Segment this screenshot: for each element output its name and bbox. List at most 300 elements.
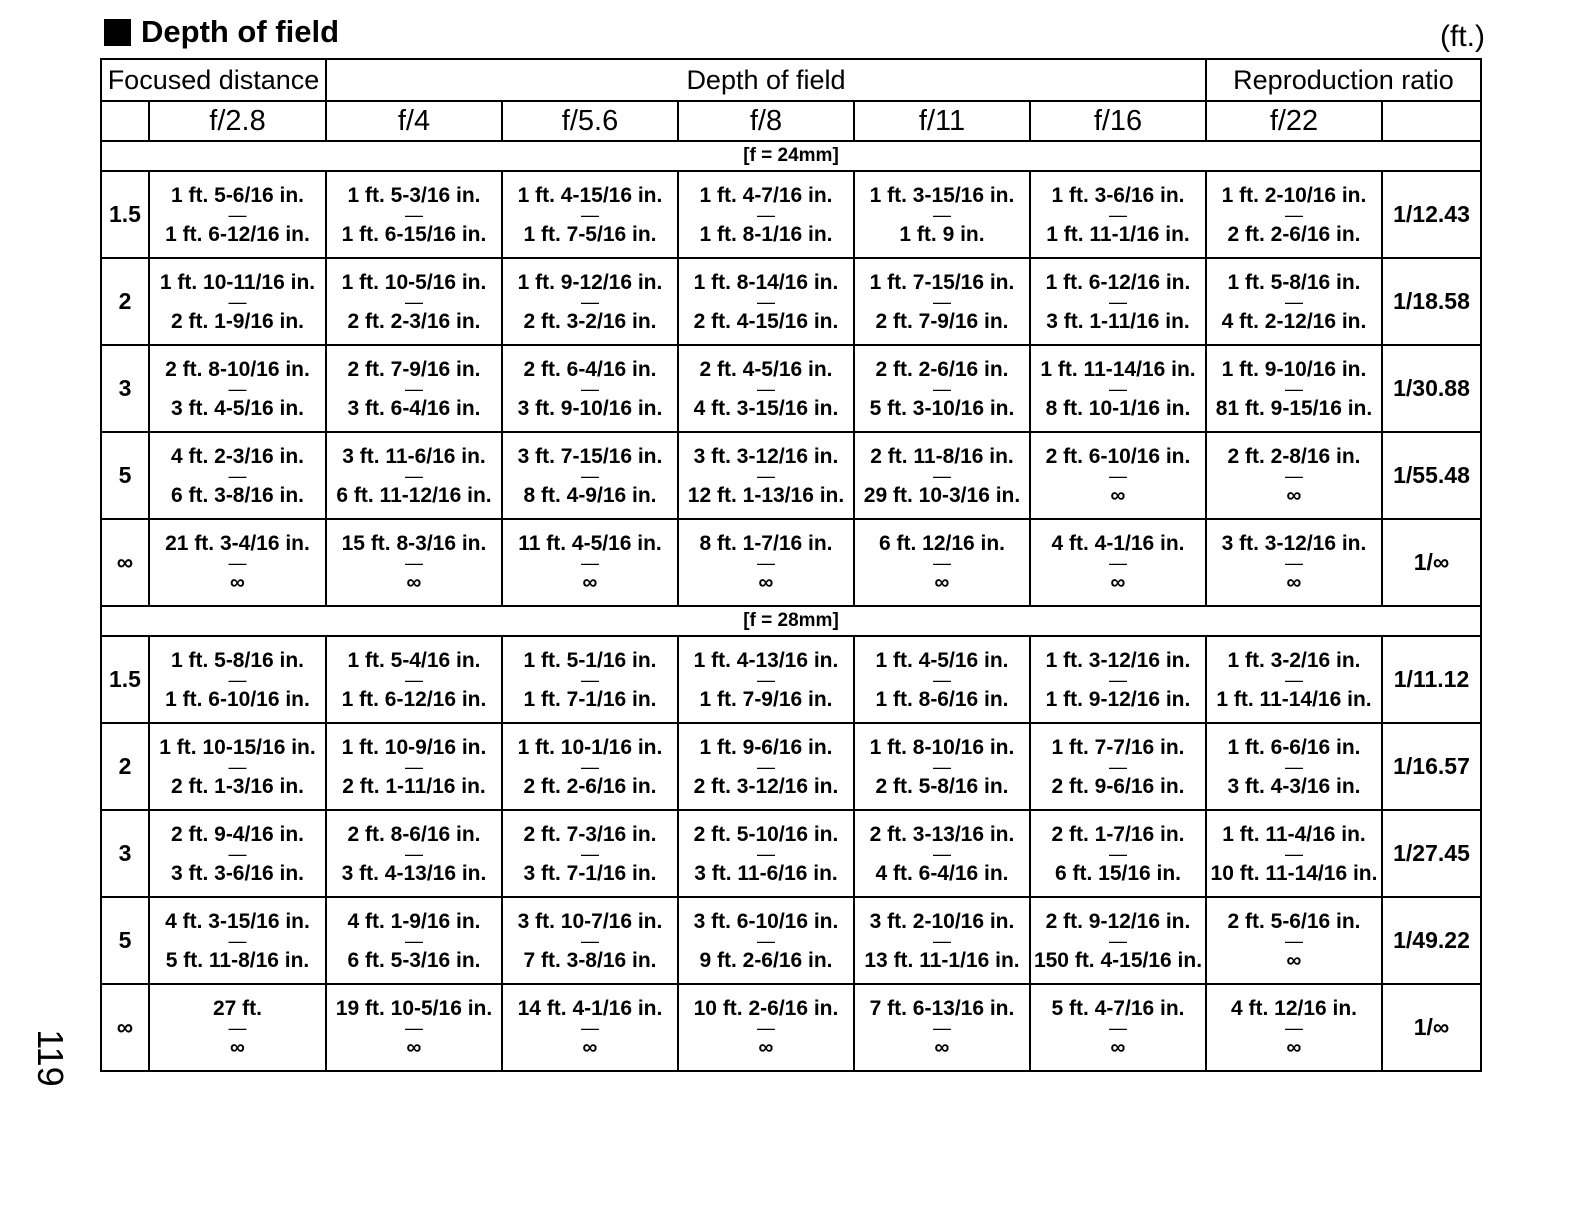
near-limit: 2 ft. 7-9/16 in. (347, 357, 481, 381)
range-dash: — (1285, 930, 1303, 951)
dof-range-cell (678, 345, 854, 432)
range-dash: — (581, 552, 599, 573)
range-dash: — (933, 1017, 951, 1038)
range-dash: — (933, 465, 951, 486)
far-limit: 13 ft. 11-1/16 in. (864, 948, 1020, 972)
dof-range-cell (854, 345, 1030, 432)
table-row (101, 723, 1481, 810)
far-limit: 1 ft. 9-12/16 in. (1045, 687, 1191, 711)
far-limit: 150 ft. 4-15/16 in. (1033, 948, 1203, 972)
range-dash: — (1109, 552, 1127, 573)
dof-range-cell (149, 723, 326, 810)
reproduction-ratio-cell: 1/11.12 (1382, 636, 1481, 723)
range-dash: — (581, 669, 599, 690)
dof-range-cell (1030, 723, 1206, 810)
range-dash: — (933, 756, 951, 777)
range-dash: — (933, 552, 951, 573)
far-limit: ∞ (1286, 483, 1302, 507)
reproduction-ratio-cell: 1/27.45 (1382, 810, 1481, 897)
range-dash: — (933, 378, 951, 399)
range-dash: — (933, 204, 951, 225)
reproduction-ratio-cell: 1/12.43 (1382, 171, 1481, 258)
range-dash: — (405, 930, 423, 951)
dof-range-cell (1030, 810, 1206, 897)
dof-range-cell (149, 432, 326, 519)
dof-range-cell (1030, 432, 1206, 519)
near-limit: 1 ft. 3-15/16 in. (869, 183, 1015, 207)
near-limit: 4 ft. 4-1/16 in. (1051, 531, 1185, 555)
dof-range-cell (149, 258, 326, 345)
range-dash: — (405, 204, 423, 225)
depth-of-field-table (100, 58, 1482, 1072)
far-limit: ∞ (406, 1035, 422, 1059)
range-dash: — (405, 465, 423, 486)
unit-label: (ft.) (1440, 20, 1485, 53)
near-limit: 3 ft. 2-10/16 in. (869, 909, 1015, 933)
reproduction-ratio-cell: 1/55.48 (1382, 432, 1481, 519)
near-limit: 4 ft. 2-3/16 in. (170, 444, 305, 468)
aperture-header: f/5.6 (502, 101, 678, 141)
far-limit: 29 ft. 10-3/16 in. (863, 483, 1021, 507)
near-limit: 1 ft. 9-6/16 in. (699, 735, 833, 759)
near-limit: 2 ft. 1-7/16 in. (1051, 822, 1185, 846)
near-limit: 2 ft. 3-13/16 in. (869, 822, 1015, 846)
near-limit: 1 ft. 3-2/16 in. (1227, 648, 1361, 672)
dof-range-cell (1206, 897, 1382, 984)
title-text: Depth of field (141, 14, 340, 49)
near-limit: 1 ft. 6-6/16 in. (1227, 735, 1361, 759)
aperture-header-row (101, 101, 1481, 141)
range-dash: — (405, 378, 423, 399)
table-row (101, 810, 1481, 897)
dof-range-cell (326, 519, 502, 606)
far-limit: 1 ft. 6-10/16 in. (165, 687, 310, 711)
dof-range-cell (326, 636, 502, 723)
near-limit: 2 ft. 8-10/16 in. (165, 357, 310, 381)
far-limit: 2 ft. 1-11/16 in. (342, 774, 486, 798)
dof-range-cell (149, 519, 326, 606)
range-dash: — (405, 1017, 423, 1038)
dof-range-cell (1206, 723, 1382, 810)
dof-range-cell (502, 171, 678, 258)
near-limit: 3 ft. 11-6/16 in. (342, 444, 486, 468)
near-limit: 6 ft. 12/16 in. (878, 531, 1006, 555)
reproduction-ratio-cell: 1/∞ (1382, 984, 1481, 1071)
near-limit: 27 ft. (212, 996, 262, 1020)
aperture-header: f/8 (678, 101, 854, 141)
far-limit: 3 ft. 9-10/16 in. (517, 396, 663, 420)
far-limit: 2 ft. 5-8/16 in. (875, 774, 1009, 798)
near-limit: 1 ft. 5-8/16 in. (170, 648, 305, 672)
dof-range-cell (1206, 432, 1382, 519)
far-limit: ∞ (406, 570, 422, 594)
far-limit: 5 ft. 11-8/16 in. (165, 948, 310, 972)
dof-range-cell (502, 723, 678, 810)
far-limit: ∞ (1110, 570, 1126, 594)
range-dash: — (1109, 291, 1127, 312)
far-limit: 2 ft. 7-9/16 in. (875, 309, 1009, 333)
dof-range-cell (678, 723, 854, 810)
table-row (101, 345, 1481, 432)
far-limit: 4 ft. 6-4/16 in. (875, 861, 1009, 885)
focused-distance-cell: 3 (101, 810, 149, 897)
dof-range-cell (502, 984, 678, 1071)
range-dash: — (405, 756, 423, 777)
dof-range-cell (149, 810, 326, 897)
near-limit: 1 ft. 4-7/16 in. (699, 183, 833, 207)
header-row-1 (101, 59, 1481, 101)
far-limit: ∞ (1110, 483, 1126, 507)
far-limit: ∞ (1286, 948, 1302, 972)
reproduction-ratio-cell: 1/49.22 (1382, 897, 1481, 984)
aperture-header: f/22 (1206, 101, 1382, 141)
range-dash: — (757, 669, 775, 690)
far-limit: 8 ft. 4-9/16 in. (523, 483, 657, 507)
range-dash: — (581, 843, 599, 864)
near-limit: 1 ft. 5-8/16 in. (1227, 270, 1361, 294)
range-dash: — (228, 669, 247, 690)
near-limit: 1 ft. 7-7/16 in. (1051, 735, 1185, 759)
dof-range-cell (149, 636, 326, 723)
dof-range-cell (854, 432, 1030, 519)
focal-length-group-row (101, 606, 1481, 636)
far-limit: 6 ft. 11-12/16 in. (336, 483, 492, 507)
near-limit: 1 ft. 5-6/16 in. (170, 183, 305, 207)
table-row (101, 897, 1481, 984)
far-limit: 1 ft. 9 in. (899, 222, 985, 246)
range-dash: — (1109, 669, 1127, 690)
near-limit: 3 ft. 3-12/16 in. (1221, 531, 1367, 555)
far-limit: 2 ft. 3-2/16 in. (523, 309, 657, 333)
dof-range-cell (1206, 810, 1382, 897)
focused-distance-cell: 2 (101, 723, 149, 810)
reproduction-ratio-cell: 1/18.58 (1382, 258, 1481, 345)
near-limit: 3 ft. 6-10/16 in. (693, 909, 839, 933)
far-limit: 3 ft. 4-3/16 in. (1227, 774, 1361, 798)
aperture-header: f/16 (1030, 101, 1206, 141)
near-limit: 2 ft. 7-3/16 in. (523, 822, 657, 846)
range-dash: — (1109, 465, 1127, 486)
far-limit: 3 ft. 6-4/16 in. (347, 396, 481, 420)
near-limit: 1 ft. 5-1/16 in. (523, 648, 657, 672)
near-limit: 10 ft. 2-6/16 in. (693, 996, 839, 1020)
dof-range-cell (678, 810, 854, 897)
far-limit: ∞ (1286, 1035, 1302, 1059)
far-limit: ∞ (934, 1035, 950, 1059)
far-limit: 1 ft. 6-15/16 in. (341, 222, 487, 246)
dof-range-cell (326, 723, 502, 810)
near-limit: 3 ft. 7-15/16 in. (517, 444, 663, 468)
dof-range-cell (854, 984, 1030, 1071)
dof-range-cell (1030, 258, 1206, 345)
range-dash: — (581, 930, 599, 951)
range-dash: — (1109, 930, 1127, 951)
range-dash: — (1109, 756, 1127, 777)
aperture-header: f/11 (854, 101, 1030, 141)
near-limit: 5 ft. 4-7/16 in. (1051, 996, 1185, 1020)
near-limit: 2 ft. 6-10/16 in. (1045, 444, 1191, 468)
dof-range-cell (326, 432, 502, 519)
range-dash: — (581, 291, 599, 312)
far-limit: 1 ft. 6-12/16 in. (341, 687, 487, 711)
far-limit: 1 ft. 11-14/16 in. (1216, 687, 1372, 711)
range-dash: — (757, 1017, 775, 1038)
range-dash: — (228, 465, 247, 486)
range-dash: — (581, 1017, 599, 1038)
near-limit: 1 ft. 8-14/16 in. (693, 270, 839, 294)
far-limit: 10 ft. 11-14/16 in. (1210, 861, 1378, 885)
range-dash: — (757, 378, 775, 399)
far-limit: 6 ft. 3-8/16 in. (170, 483, 305, 507)
near-limit: 4 ft. 12/16 in. (1230, 996, 1358, 1020)
dof-range-cell (326, 810, 502, 897)
range-dash: — (1285, 1017, 1303, 1038)
far-limit: 5 ft. 3-10/16 in. (869, 396, 1015, 420)
range-dash: — (757, 843, 775, 864)
range-dash: — (1109, 843, 1127, 864)
near-limit: 2 ft. 9-12/16 in. (1045, 909, 1191, 933)
table-row (101, 636, 1481, 723)
near-limit: 1 ft. 11-14/16 in. (1040, 357, 1196, 381)
far-limit: 8 ft. 10-1/16 in. (1045, 396, 1191, 420)
range-dash: — (933, 843, 951, 864)
focused-distance-header: Focused distance (101, 59, 326, 101)
far-limit: 3 ft. 7-1/16 in. (523, 861, 657, 885)
near-limit: 14 ft. 4-1/16 in. (517, 996, 663, 1020)
near-limit: 2 ft. 2-8/16 in. (1227, 444, 1361, 468)
range-dash: — (1285, 756, 1303, 777)
near-limit: 1 ft. 8-10/16 in. (869, 735, 1015, 759)
near-limit: 15 ft. 8-3/16 in. (341, 531, 487, 555)
range-dash: — (581, 756, 599, 777)
near-limit: 19 ft. 10-5/16 in. (335, 996, 493, 1020)
far-limit: 1 ft. 6-12/16 in. (165, 222, 310, 246)
focused-distance-cell: 5 (101, 432, 149, 519)
dof-range-cell (149, 897, 326, 984)
far-limit: 3 ft. 11-6/16 in. (694, 861, 838, 885)
dof-range-cell (854, 636, 1030, 723)
far-limit: 1 ft. 7-5/16 in. (523, 222, 657, 246)
near-limit: 3 ft. 10-7/16 in. (517, 909, 663, 933)
focused-distance-cell: 2 (101, 258, 149, 345)
range-dash: — (405, 669, 423, 690)
near-limit: 3 ft. 3-12/16 in. (693, 444, 839, 468)
near-limit: 1 ft. 5-3/16 in. (347, 183, 481, 207)
far-limit: ∞ (1286, 570, 1302, 594)
far-limit: 6 ft. 5-3/16 in. (347, 948, 481, 972)
near-limit: 1 ft. 4-15/16 in. (517, 183, 663, 207)
table-row (101, 258, 1481, 345)
range-dash: — (1285, 669, 1303, 690)
table-row (101, 432, 1481, 519)
range-dash: — (228, 930, 247, 951)
near-limit: 8 ft. 1-7/16 in. (699, 531, 833, 555)
table-row (101, 171, 1481, 258)
near-limit: 1 ft. 4-13/16 in. (693, 648, 839, 672)
dof-range-cell (678, 258, 854, 345)
range-dash: — (405, 552, 423, 573)
range-dash: — (405, 291, 423, 312)
dof-range-cell (678, 432, 854, 519)
far-limit: ∞ (230, 1035, 245, 1059)
dof-range-cell (502, 519, 678, 606)
near-limit: 21 ft. 3-4/16 in. (165, 531, 310, 555)
far-limit: 2 ft. 3-12/16 in. (693, 774, 839, 798)
dof-range-cell (678, 984, 854, 1071)
near-limit: 1 ft. 10-1/16 in. (517, 735, 663, 759)
aperture-header: f/2.8 (149, 101, 326, 141)
range-dash: — (1109, 378, 1127, 399)
focal-length-label: [f = 28mm] (101, 606, 1481, 636)
near-limit: 1 ft. 6-12/16 in. (1045, 270, 1191, 294)
dof-range-cell (1030, 984, 1206, 1071)
dof-range-cell (502, 258, 678, 345)
range-dash: — (757, 204, 775, 225)
range-dash: — (1109, 1017, 1127, 1038)
dof-range-cell (1206, 171, 1382, 258)
range-dash: — (228, 1017, 247, 1038)
far-limit: 12 ft. 1-13/16 in. (687, 483, 845, 507)
dof-range-cell (326, 897, 502, 984)
near-limit: 1 ft. 4-5/16 in. (875, 648, 1009, 672)
dof-range-cell (326, 345, 502, 432)
dof-range-cell (326, 171, 502, 258)
near-limit: 4 ft. 1-9/16 in. (347, 909, 481, 933)
near-limit: 1 ft. 3-12/16 in. (1045, 648, 1191, 672)
range-dash: — (933, 291, 951, 312)
range-dash: — (228, 291, 247, 312)
dof-range-cell (854, 723, 1030, 810)
depth-of-field-header: Depth of field (326, 59, 1206, 101)
range-dash: — (228, 552, 247, 573)
dof-range-cell (502, 897, 678, 984)
page-number: 119 (30, 1029, 71, 1087)
reproduction-ratio-cell: 1/30.88 (1382, 345, 1481, 432)
range-dash: — (757, 552, 775, 573)
dof-range-cell (854, 519, 1030, 606)
near-limit: 1 ft. 11-4/16 in. (1222, 822, 1366, 846)
range-dash: — (757, 291, 775, 312)
header-blank-cell (1382, 101, 1481, 141)
focused-distance-cell: 5 (101, 897, 149, 984)
range-dash: — (1109, 204, 1127, 225)
dof-range-cell (1030, 636, 1206, 723)
far-limit: 9 ft. 2-6/16 in. (699, 948, 833, 972)
near-limit: 1 ft. 7-15/16 in. (869, 270, 1015, 294)
range-dash: — (1285, 204, 1303, 225)
dof-range-cell (326, 258, 502, 345)
focused-distance-cell: 1.5 (101, 171, 149, 258)
near-limit: 1 ft. 10-11/16 in. (159, 270, 316, 294)
dof-range-cell (502, 345, 678, 432)
far-limit: 3 ft. 1-11/16 in. (1046, 309, 1190, 333)
far-limit: 2 ft. 9-6/16 in. (1051, 774, 1185, 798)
dof-range-cell (1030, 519, 1206, 606)
range-dash: — (933, 930, 951, 951)
near-limit: 1 ft. 5-4/16 in. (347, 648, 481, 672)
far-limit: 4 ft. 3-15/16 in. (693, 396, 839, 420)
dof-range-cell (326, 984, 502, 1071)
focused-distance-cell: 3 (101, 345, 149, 432)
near-limit: 1 ft. 10-9/16 in. (341, 735, 487, 759)
dof-range-cell (1206, 636, 1382, 723)
dof-range-cell (149, 345, 326, 432)
near-limit: 2 ft. 4-5/16 in. (699, 357, 833, 381)
far-limit: 3 ft. 4-13/16 in. (341, 861, 487, 885)
header-blank-cell (101, 101, 149, 141)
near-limit: 1 ft. 10-15/16 in. (159, 735, 316, 759)
dof-range-cell (1206, 519, 1382, 606)
dof-range-cell (1206, 345, 1382, 432)
range-dash: — (757, 465, 775, 486)
near-limit: 2 ft. 2-6/16 in. (875, 357, 1009, 381)
range-dash: — (228, 378, 247, 399)
page-title (104, 14, 339, 50)
focused-distance-cell: ∞ (101, 984, 149, 1071)
range-dash: — (757, 756, 775, 777)
dof-range-cell (854, 810, 1030, 897)
near-limit: 2 ft. 11-8/16 in. (870, 444, 1014, 468)
near-limit: 2 ft. 8-6/16 in. (347, 822, 481, 846)
range-dash: — (405, 843, 423, 864)
square-bullet-icon (104, 19, 131, 46)
far-limit: 1 ft. 11-1/16 in. (1046, 222, 1190, 246)
near-limit: 1 ft. 3-6/16 in. (1051, 183, 1185, 207)
far-limit: 1 ft. 8-1/16 in. (699, 222, 833, 246)
dof-range-cell (502, 636, 678, 723)
dof-range-cell (149, 171, 326, 258)
range-dash: — (1285, 378, 1303, 399)
aperture-header: f/4 (326, 101, 502, 141)
far-limit: ∞ (1110, 1035, 1126, 1059)
far-limit: ∞ (758, 1035, 774, 1059)
dof-range-cell (678, 636, 854, 723)
range-dash: — (228, 756, 247, 777)
dof-range-cell (854, 897, 1030, 984)
dof-range-cell (1030, 897, 1206, 984)
near-limit: 1 ft. 2-10/16 in. (1221, 183, 1367, 207)
near-limit: 4 ft. 3-15/16 in. (165, 909, 310, 933)
far-limit: 6 ft. 15/16 in. (1054, 861, 1182, 885)
near-limit: 2 ft. 6-4/16 in. (523, 357, 657, 381)
far-limit: 2 ft. 4-15/16 in. (693, 309, 839, 333)
dof-range-cell (1206, 258, 1382, 345)
dof-range-cell (854, 171, 1030, 258)
table-row (101, 984, 1481, 1071)
range-dash: — (933, 669, 951, 690)
near-limit: 1 ft. 9-10/16 in. (1221, 357, 1367, 381)
near-limit: 2 ft. 5-6/16 in. (1227, 909, 1361, 933)
far-limit: ∞ (582, 570, 598, 594)
dof-range-cell (1030, 171, 1206, 258)
range-dash: — (581, 465, 599, 486)
far-limit: 2 ft. 1-3/16 in. (170, 774, 305, 798)
reproduction-ratio-cell: 1/∞ (1382, 519, 1481, 606)
dof-range-cell (678, 897, 854, 984)
dof-range-cell (678, 171, 854, 258)
far-limit: 7 ft. 3-8/16 in. (523, 948, 657, 972)
dof-range-cell (149, 984, 326, 1071)
range-dash: — (581, 204, 599, 225)
range-dash: — (228, 843, 247, 864)
far-limit: 1 ft. 7-9/16 in. (699, 687, 833, 711)
range-dash: — (757, 930, 775, 951)
reproduction-ratio-header: Reproduction ratio (1206, 59, 1481, 101)
near-limit: 2 ft. 9-4/16 in. (170, 822, 305, 846)
range-dash: — (1285, 465, 1303, 486)
reproduction-ratio-cell: 1/16.57 (1382, 723, 1481, 810)
near-limit: 7 ft. 6-13/16 in. (869, 996, 1015, 1020)
